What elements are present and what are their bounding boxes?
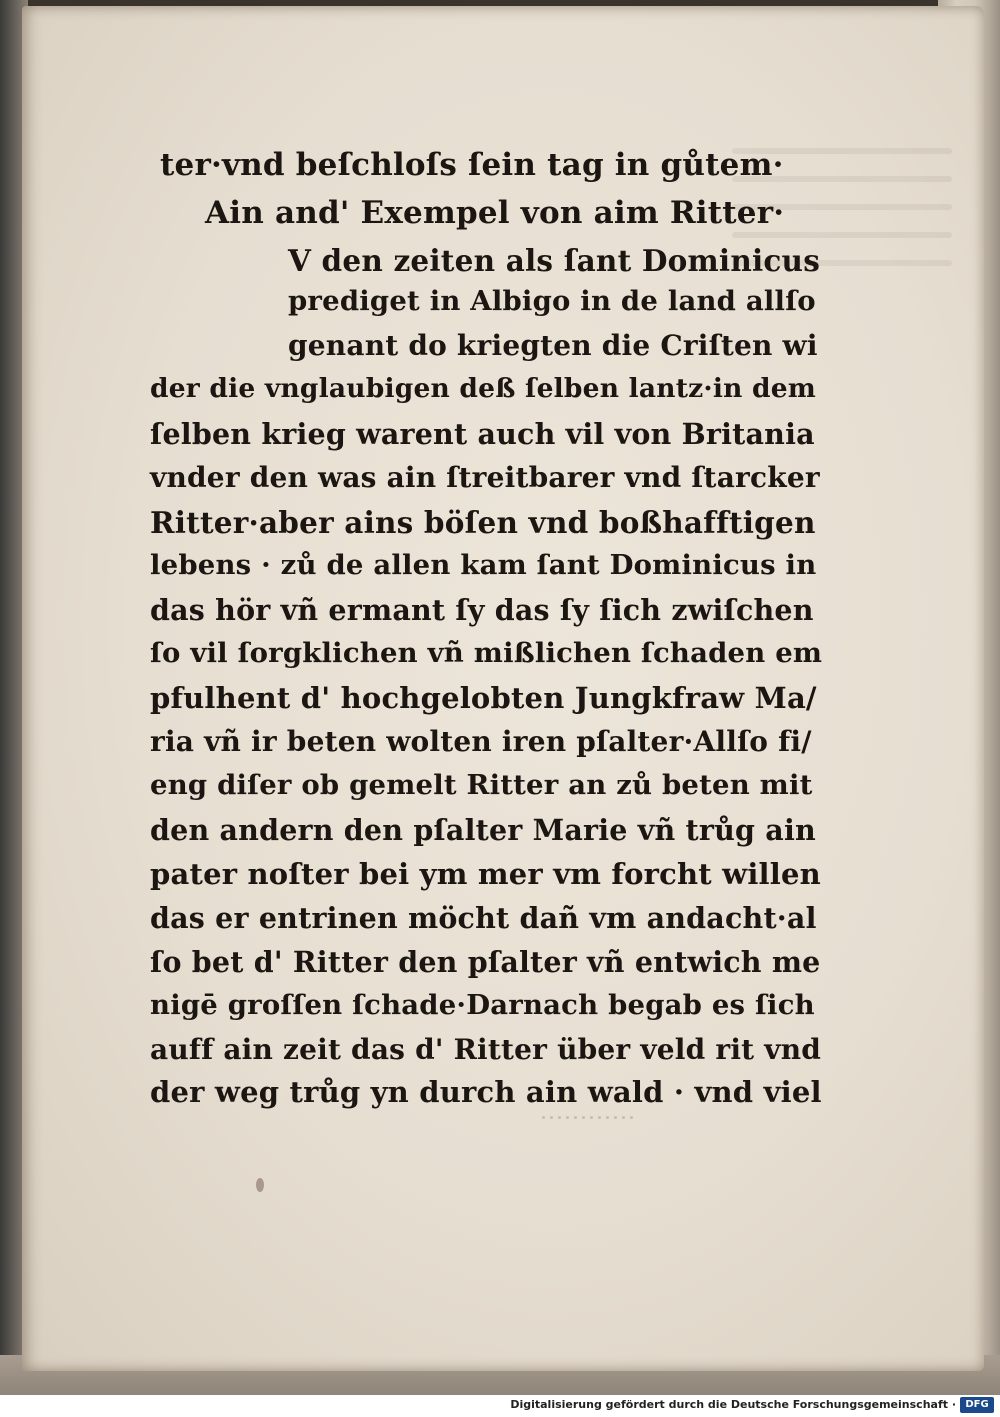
text-line: der die vnglaubigen deß ſelben lantz·in dem: [150, 373, 817, 404]
text-line: pater noſter bei ym mer vm forcht willen: [150, 857, 821, 891]
text-line: ſo bet d' Ritter den pſalter vñ entwich me: [150, 945, 821, 979]
text-line: pfulhent d' hochgelobten Jungkfraw Ma/: [150, 681, 817, 715]
text-line: genant do kriegten die Criſten wi: [288, 329, 818, 362]
digitization-credit: Digitalisierung gefördert durch die Deutsche Forschungsgemeinschaft ·: [510, 1398, 956, 1411]
text-line: V den zeiten als ſant Dominicus: [288, 243, 821, 278]
text-line: den andern den pſalter Marie vñ trůg ain: [150, 813, 816, 847]
section-heading: Ain and' Exempel von aim Ritter·: [205, 195, 785, 231]
dfg-logo: DFG: [960, 1397, 994, 1413]
text-line: eng diſer ob gemelt Ritter an zů beten mit: [150, 769, 813, 801]
catchword-dots: [542, 1104, 652, 1110]
text-line: ſelben krieg warent auch vil von Britania: [150, 417, 815, 451]
text-line: nigē groſſen ſchade·Darnach begab es ſich: [150, 989, 815, 1021]
text-line: ter·vnd beſchloſs ſein tag in gůtem·: [160, 147, 784, 183]
text-line: auff ain zeit das d' Ritter über veld rit vnd: [150, 1033, 822, 1066]
text-line: das er entrinen möcht dañ vm andacht·al: [150, 901, 817, 935]
text-line: ſo vil ſorgklichen vñ mißlichen ſchaden em: [150, 637, 823, 669]
text-line: vnder den was ain ſtreitbarer vnd ſtarcker: [150, 461, 820, 494]
text-line: Ritter·aber ains böſen vnd boßhafftigen: [150, 505, 816, 540]
text-line: das hör vñ ermant ſy das ſy ſich zwiſchen: [150, 593, 814, 627]
text-line: der weg trůg yn durch ain wald · vnd viel: [150, 1075, 822, 1109]
book-page: [22, 6, 984, 1371]
page-text: [22, 6, 984, 1371]
text-line: lebens · zů de allen kam ſant Dominicus in: [150, 549, 817, 581]
paper-speck: [256, 1178, 264, 1192]
text-line: prediget in Albigo in de land allſo: [288, 285, 816, 317]
text-line: ria vñ ir beten wolten iren pſalter·Allſo fi/: [150, 725, 812, 758]
